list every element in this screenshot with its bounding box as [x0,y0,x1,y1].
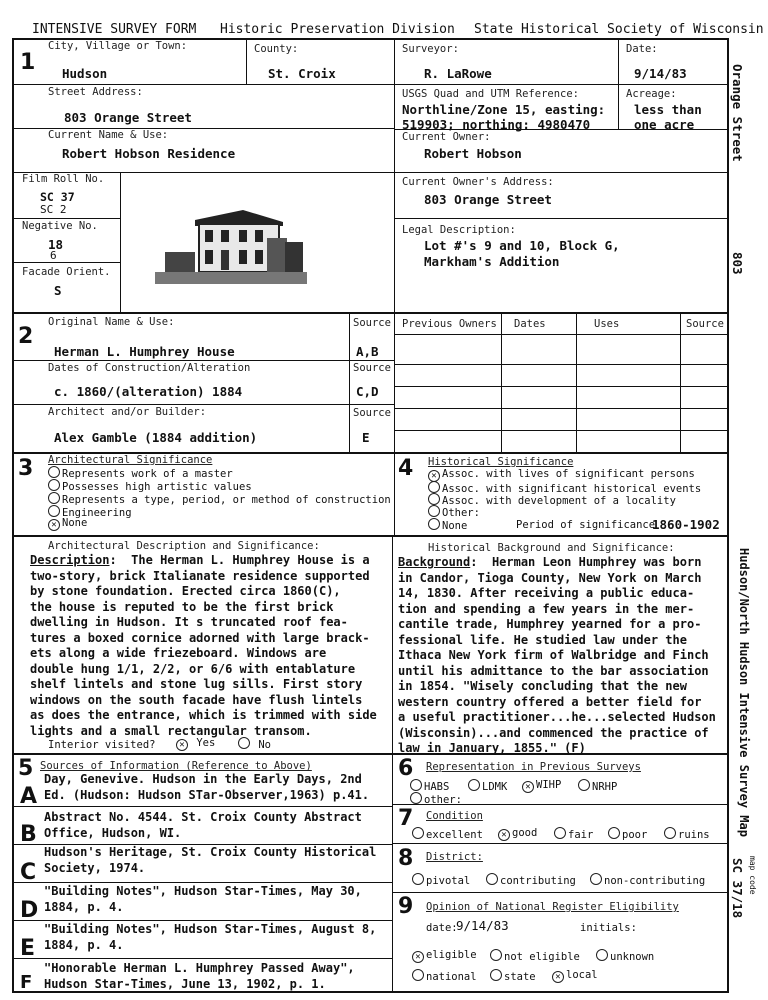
hist-option-other[interactable]: Other: [428,505,480,519]
acreage-line-1: less than [634,102,702,117]
radio-icon [410,792,422,804]
radio-icon [490,969,502,981]
architect-value: Alex Gamble (1884 addition) [54,430,258,445]
prev-source-header: Source [686,318,724,330]
sidebar-house-number: 803 [730,252,745,275]
nr-eligible[interactable]: ✕ eligible [412,949,477,963]
house-photo [155,192,307,284]
nr-unknown[interactable]: unknown [596,949,654,963]
source-label-1: Source [353,317,391,329]
right-rule [727,38,729,993]
usgs-label: USGS Quad and UTM Reference: [402,88,580,100]
radio-icon [410,779,422,791]
hist-significance-title: Historical Significance [428,456,574,468]
owner-label: Current Owner: [402,131,491,143]
source-label-2: Source [353,362,391,374]
legal-label: Legal Description: [402,224,516,236]
source-d-letter: D [20,898,39,923]
nr-not-eligible[interactable]: not eligible [490,949,580,963]
hist-option-none[interactable]: None [428,518,467,532]
condition-excellent[interactable]: excellent [412,827,483,841]
source-b-text: Abstract No. 4544. St. Croix County Abstract Office, Hudson, WI. [44,810,362,840]
checked-radio-icon: ✕ [176,739,188,751]
sidebar-street-name: Orange Street [730,64,745,162]
city-label: City, Village or Town: [48,40,188,52]
source-f-letter: F [20,972,33,993]
sidebar-map-code: SC 37/18 [730,858,745,919]
radio-icon [48,492,60,504]
form-title: INTENSIVE SURVEY FORM [32,22,197,37]
checked-radio-icon: ✕ [412,951,424,963]
legal-line-1: Lot #'s 9 and 10, Block G, [424,238,620,253]
acreage-label: Acreage: [626,88,677,100]
usgs-line-1: Northline/Zone 15, easting: [402,102,606,117]
arch-desc-body: Description: The Herman L. Humphrey House is a two-story, brick Italianate residence supported by stone foundation. Erected circa 1860(C), the house is reputed to be the first brick dwelling in Hudson. It s truncated roof fea- tures a boxed cornice adorned with large brack- ets along a wide friezeboard. Windows are double hung 1/1, 2/2, or 6/6 with entablature shelf lintels and stone lug sills. First story windows on the south facade have flush lintels as does the entrance, which is trimmed with side lights and a small rectangular transom. [30,553,377,738]
arch-option-engineering[interactable]: Engineering [48,505,132,519]
nr-eligibility-title: Opinion of National Register Eligibility [426,901,679,913]
radio-icon [490,949,502,961]
radio-icon [428,493,440,505]
date-value: 9/14/83 [634,66,687,81]
owner-address-value: 803 Orange Street [424,192,552,207]
section-8-number: 8 [398,846,414,871]
sidebar-map-code-label: map code [748,856,757,895]
street-value: 803 Orange Street [64,110,192,125]
nr-national[interactable]: national [412,969,477,983]
architect-source-value: E [362,430,370,445]
film-label: Film Roll No. [22,173,105,185]
current-name-value: Robert Hobson Residence [62,146,236,161]
surveyor-label: Surveyor: [402,43,459,55]
arch-option-artistic[interactable]: Possesses high artistic values [48,479,252,493]
district-title: District: [426,851,483,863]
radio-icon [486,873,498,885]
sources-title: Sources of Information (Reference to Above) [40,760,312,772]
negative-value-1: 18 [48,237,64,252]
film-value-2: SC 2 [40,203,67,216]
negative-value-2: 6 [50,249,57,262]
hist-bg-label: Historical Background and Significance: [428,542,675,554]
interior-visited-label: Interior visited? [48,739,156,751]
survey-nrhp[interactable]: NRHP [578,779,617,793]
usgs-line-2: 519903; northing: 4980470 [402,117,591,132]
date-label: Date: [626,43,658,55]
radio-icon [468,779,480,791]
prev-surveys-title: Representation in Previous Surveys [426,761,641,773]
society-name: State Historical Society of Wisconsin [474,22,764,37]
district-non-contributing[interactable]: non-contributing [590,873,705,887]
sidebar-survey-name: Hudson/North Hudson Intensive Survey Map [737,548,751,837]
section-7-number: 7 [398,806,414,831]
arch-desc-label: Architectural Description and Significance: [48,540,320,552]
source-e-text: "Building Notes", Hudson Star-Times, August 8, 1884, p. 4. [44,922,377,952]
hist-option-events[interactable]: Assoc. with significant historical events [428,481,701,495]
prev-dates-header: Dates [514,318,546,330]
current-name-label: Current Name & Use: [48,129,169,141]
condition-poor[interactable]: poor [608,827,647,841]
source-c-letter: C [20,860,37,885]
interior-yes[interactable]: ✕ Yes [176,737,215,751]
radio-icon [48,505,60,517]
source-a-text: Day, Genevive. Hudson in the Early Days, 2nd Ed. (Hudson: Hudson STar-Observer,1963) p.41. [44,772,370,802]
facade-value: S [54,283,62,298]
checked-radio-icon: ✕ [498,829,510,841]
nr-date-label: date: [426,922,458,934]
section-2-number: 2 [18,324,34,349]
original-source-value: A,B [356,344,379,359]
period-value: 1860-1902 [652,517,720,532]
negative-label: Negative No. [22,220,98,232]
hist-bg-heading: Background [398,555,471,569]
left-rule [12,38,14,993]
source-c-text: Hudson's Heritage, St. Croix County Historical Society, 1974. [44,845,377,875]
nr-initials-label: initials: [580,922,637,934]
radio-icon [578,779,590,791]
legal-line-2: Markham's Addition [424,254,560,269]
section-5-number: 5 [18,756,34,781]
county-label: County: [254,43,299,55]
survey-ldmk[interactable]: LDMK [468,779,507,793]
owner-value: Robert Hobson [424,146,522,161]
survey-other[interactable]: other: [410,792,462,806]
radio-icon [412,827,424,839]
dates-label: Dates of Construction/Alteration [48,362,251,374]
condition-good[interactable]: ✕ good [498,827,537,841]
district-pivotal[interactable]: pivotal [412,873,470,887]
condition-title: Condition [426,810,483,822]
arch-option-none[interactable]: ✕ None [48,517,87,531]
checked-radio-icon: ✕ [522,781,534,793]
radio-icon [238,737,250,749]
survey-wihp[interactable]: ✕ WIHP [522,779,561,793]
checked-radio-icon: ✕ [428,470,440,482]
source-d-text: "Building Notes", Hudson Star-Times, May 30, 1884, p. 4. [44,884,362,914]
radio-icon [412,969,424,981]
section-3-number: 3 [18,456,34,481]
bottom-rule [12,991,728,993]
checked-radio-icon: ✕ [552,971,564,983]
facade-label: Facade Orient. [22,266,111,278]
period-label: Period of significance [516,519,656,531]
acreage-line-2: one acre [634,117,695,132]
section-4-number: 4 [398,456,414,481]
source-e-letter: E [20,936,36,961]
nr-local[interactable]: ✕ local [552,969,598,983]
arch-option-type[interactable]: Represents a type, period, or method of construction [48,492,391,506]
radio-icon [48,466,60,478]
section-6-number: 6 [398,756,414,781]
hist-bg-body: Background: Herman Leon Humphrey was born in Candor, Tioga County, New York on March 14, 1830. After receiving a public educa- tion and spending a few years in the mer- cantile trade, Humphrey yearned for a pro- fessional life. He studied law under the Ithaca New York firm of Walbridge and Finch until his admittance to the bar association in 1854. "Wisely concluding that the new western country offered a better field for a useful practitioner...he...selected Hudson (Wisconsin)...and commenced the practice of law in January, 1855." (F) [398,555,716,755]
radio-icon [554,827,566,839]
hist-option-locality[interactable]: Assoc. with development of a locality [428,493,676,507]
division-name: Historic Preservation Division [220,22,455,37]
hist-option-persons[interactable]: ✕ Assoc. with lives of significant persons [428,468,695,482]
owner-address-label: Current Owner's Address: [402,176,554,188]
original-name-value: Herman L. Humphrey House [54,344,235,359]
section-1-number: 1 [20,50,36,75]
condition-ruins[interactable]: ruins [664,827,710,841]
source-label-3: Source [353,407,391,419]
dates-value: c. 1860/(alteration) 1884 [54,384,243,399]
survey-habs[interactable]: HABS [410,779,449,793]
radio-icon [428,518,440,530]
original-name-label: Original Name & Use: [48,316,175,328]
architect-label: Architect and/or Builder: [48,406,207,418]
district-contributing[interactable]: contributing [486,873,576,887]
interior-no[interactable]: No [238,737,271,751]
arch-option-master[interactable]: Represents work of a master [48,466,233,480]
radio-icon [608,827,620,839]
radio-icon [428,505,440,517]
surveyor-value: R. LaRowe [424,66,492,81]
radio-icon [664,827,676,839]
source-b-letter: B [20,822,37,847]
city-value: Hudson [62,66,108,81]
arch-significance-title: Architectural Significance [48,454,213,466]
radio-icon [590,873,602,885]
nr-date-value: 9/14/83 [456,918,509,933]
arch-desc-heading: Description [30,553,110,567]
source-a-letter: A [20,784,38,809]
radio-icon [48,479,60,491]
radio-icon [596,949,608,961]
section-9-number: 9 [398,894,414,919]
prev-uses-header: Uses [594,318,620,330]
radio-icon [412,873,424,885]
street-label: Street Address: [48,86,143,98]
county-value: St. Croix [268,66,336,81]
checked-radio-icon: ✕ [48,519,60,531]
dates-source-value: C,D [356,384,379,399]
condition-fair[interactable]: fair [554,827,593,841]
film-value-1: SC 37 [40,190,75,204]
nr-state[interactable]: state [490,969,536,983]
radio-icon [428,481,440,493]
prev-owners-header: Previous Owners [402,318,497,330]
source-f-text: "Honorable Herman L. Humphrey Passed Away", Hudson Star-Times, June 13, 1902, p. 1. [44,961,355,991]
